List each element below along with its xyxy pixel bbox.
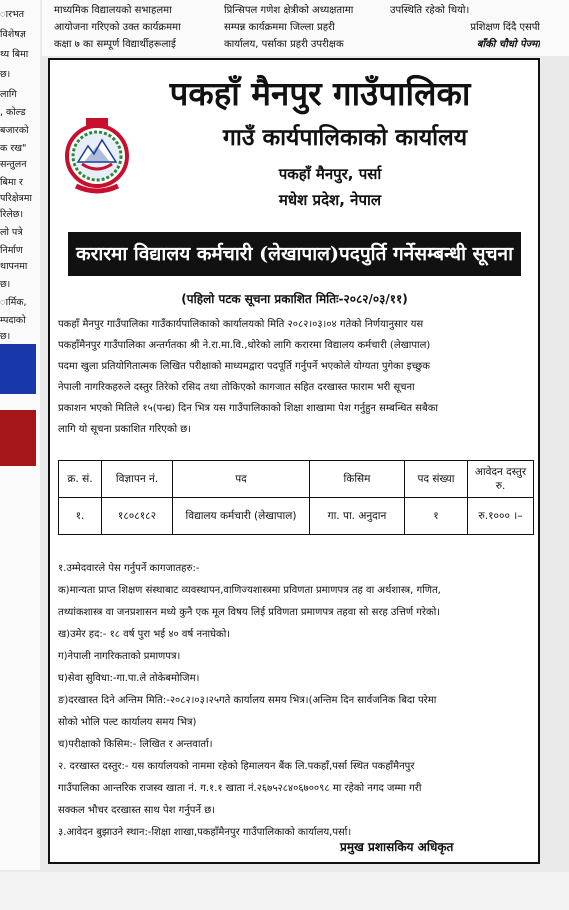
text-line: लागि यो सूचना प्रकाशित गरिएको छ।: [58, 424, 192, 435]
signatory-title: प्रमुख प्रशासकिय अधिकृत: [340, 840, 454, 854]
notice-heading-banner: करारमा विद्यालय कर्मचारी (लेखापाल)पदपुर्ति गर्नेसम्बन्धी सूचना: [68, 232, 521, 276]
text-line: पदमा खुला प्रतियोगितात्मक लिखित परीक्षाको माध्यमद्वारा पदपूर्ति गर्नुपर्ने भएकोले योग्यता पुगेका इच्छुक: [58, 361, 430, 372]
blue-ad-block: [0, 344, 36, 394]
text-line: उपस्थिति रहेको थियो।: [390, 5, 470, 16]
table-cell: १: [405, 498, 468, 535]
text-line: तथ्यांकशास्त्र वा जनप्रशासन मध्ये कुनै एक मूल विषय लिई प्रविणता प्रमाणपत्र तहवा सो सरह उत्तिर्ण गरेको।: [58, 607, 441, 618]
adjacent-column-fragment: [0, 0, 40, 870]
column-fragment-text: थ्य बिमा: [0, 49, 29, 60]
requirements-list: [58, 558, 536, 844]
text-line: ३.आवेदन बुझाउने स्थान:-शिक्षा शाखा,पकहाँमैनपुर गाउँपालिकाको कार्यालय,पर्सा।: [58, 827, 352, 838]
column-fragment-text: छ।: [0, 279, 11, 290]
column-fragment-text: लागि: [0, 89, 17, 100]
text-line: सक्कल भौचर दरखास्त साथ पेश गर्नुपर्ने छ।: [58, 805, 215, 816]
text-line: घ)सेवा सुविधा:-गा.पा.ले तोकेबमोजिम।: [58, 673, 200, 684]
table-cell: रु.१००० ।–: [468, 498, 534, 535]
column-fragment-text: म्पदाको: [0, 315, 26, 326]
column-fragment-text: , कोल्ड: [0, 107, 26, 118]
first-publication-date: (पहिलो पटक सूचना प्रकाशित मितिः-२०८२/०३/११): [181, 292, 408, 306]
column-header: आवेदन दस्तुर रु.: [468, 461, 534, 498]
table-cell: १.: [59, 498, 102, 535]
column-fragment-text: विशेषज्ञ: [0, 29, 26, 40]
column-fragment-text: निर्माण: [0, 245, 23, 256]
address-line: पकहाँ मैनपुर, पर्सा: [278, 165, 382, 183]
column-fragment-text: थापनमा: [0, 261, 28, 272]
text-line: ङ)दरखास्त दिने अन्तिम मिति:-२०८२।०३।२५गते कार्यालय समय भित्र।(अन्तिम दिन सार्वजनिक बिदा परेमा: [58, 695, 437, 706]
text-line: गाउँपालिका आन्तरिक राजस्व खाता नं. ग.१.१ खाता नं.२६७५२८४०६७००९८ मा रहेको नगद जम्मा गरी: [58, 783, 422, 794]
column-fragment-text: रिलेछ।: [0, 209, 24, 220]
text-line: कार्यालय, पर्साका प्रहरी उपरीक्षक: [224, 39, 344, 50]
text-line: पकहाँ मैनपुर गाउँपालिका गाउँकार्यपालिकाको कार्यालयको मिति २०८२।०३।०४ गतेको निर्णयानुसार यस: [58, 319, 424, 330]
red-ad-block: [0, 410, 36, 466]
text-line: माध्यमिक विद्यालयको सभाहलमा: [54, 5, 172, 16]
text-line: प्रिन्सिपल गणेश क्षेत्रीको अध्यक्षतामा: [224, 5, 354, 16]
table-cell: गा. पा. अनुदान: [310, 498, 405, 535]
top-article-col-2: [224, 2, 384, 53]
table-row: [59, 498, 534, 535]
text-line: २. दरखास्त दस्तुर:- यस कार्यालयको नाममा रहेको हिमालयन बैंक लि.पकहाँ,पर्सा स्थित पकहाँमैनपुर: [58, 761, 415, 772]
column-fragment-text: ारभत: [0, 9, 25, 20]
text-line: प्रशिक्षण दिंदै एसपी: [470, 22, 540, 33]
column-fragment-text: बजारको: [0, 125, 29, 136]
column-fragment-text: परिक्षेत्रमा: [0, 193, 32, 204]
table-header-row: [59, 461, 534, 498]
table-cell: १८०८१८२: [102, 498, 173, 535]
text-line: आयोजना गरिएको उक्त कार्यक्रममा: [54, 22, 181, 33]
column-header: किसिम: [310, 461, 405, 498]
text-line: बाँकी चौधो पेज्मा: [476, 39, 540, 50]
province-line: मधेश प्रदेश, नेपाल: [278, 191, 382, 209]
text-line: पकहाँमैनपुर गाउँपालिका अन्तर्गतका श्री ने.रा.मा.वि.,धोरेको लागि करारमा विद्यालय कर्मचारी (लेखापाल): [58, 340, 431, 351]
column-fragment-text: क रख": [0, 143, 27, 154]
text-line: १.उम्मेदवारले पेस गर्नुपर्ने कागजातहरु:-: [58, 563, 200, 574]
text-line: सोको भोलि पल्ट कार्यालय समय भित्र): [58, 717, 197, 728]
text-line: प्रकाशन भएको मितिले १५(पन्ध्र) दिन भित्र यस गाउँपालिकाको शिक्षा शाखामा पेश गर्नुहुन सम्बन्धित सबैका: [58, 403, 439, 414]
text-line: कक्षा ७ का सम्पूर्ण विद्यार्थीहरूलाई: [54, 39, 176, 50]
top-article-col-1: [54, 2, 220, 53]
page-bottom-margin: [0, 872, 569, 910]
column-fragment-text: सन्तुलन: [0, 159, 27, 170]
text-line: नेपाली नागरिकहरुले दस्तुर तिरेको रसिद तथा तोकिएको कागजात सहित दरखास्त फाराम भरी सूचना: [58, 382, 415, 393]
intro-paragraph: [58, 314, 533, 440]
nepal-emblem-icon: [64, 112, 130, 200]
column-fragment-text: छ।: [0, 69, 11, 80]
text-line: ख)उमेर हद:- १८ वर्ष पुरा भई ४० वर्ष ननाघेको।: [58, 629, 231, 640]
column-header: पद संख्या: [405, 461, 468, 498]
text-line: च)परीक्षाको किसिम:- लिखित र अन्तवार्ता।: [58, 739, 213, 750]
table-cell: विद्यालय कर्मचारी (लेखापाल): [173, 498, 310, 535]
text-line: क)मान्यता प्राप्त शिक्षण संस्थाबाट व्यवस्थापन,वाणिज्यशास्त्रमा प्रविणता प्रमाणपत्र तह वा अर्थशास्त्र, गणित,: [58, 585, 441, 596]
text-line: ग)नेपाली नागरिकताको प्रमाणपत्र।: [58, 651, 181, 662]
column-header: पद: [173, 461, 310, 498]
column-fragment-text: बिमा र: [0, 177, 23, 188]
column-fragment-text: छ।: [0, 331, 11, 342]
vacancy-table: [58, 460, 534, 535]
column-header: विज्ञापन नं.: [102, 461, 173, 498]
municipality-title: पकहाँ मैनपुर गाउँपालिका: [169, 74, 471, 113]
text-line: सम्पन्न कार्यक्रममा जिल्ला प्रहरी: [224, 22, 335, 33]
office-subtitle: गाउँ कार्यपालिकाको कार्यालय: [222, 124, 468, 151]
column-header: क्र. सं.: [59, 461, 102, 498]
column-fragment-text: ार्मिक,: [0, 297, 27, 308]
column-fragment-text: लो पत्रे: [0, 227, 23, 238]
top-article-col-3: [390, 2, 540, 53]
